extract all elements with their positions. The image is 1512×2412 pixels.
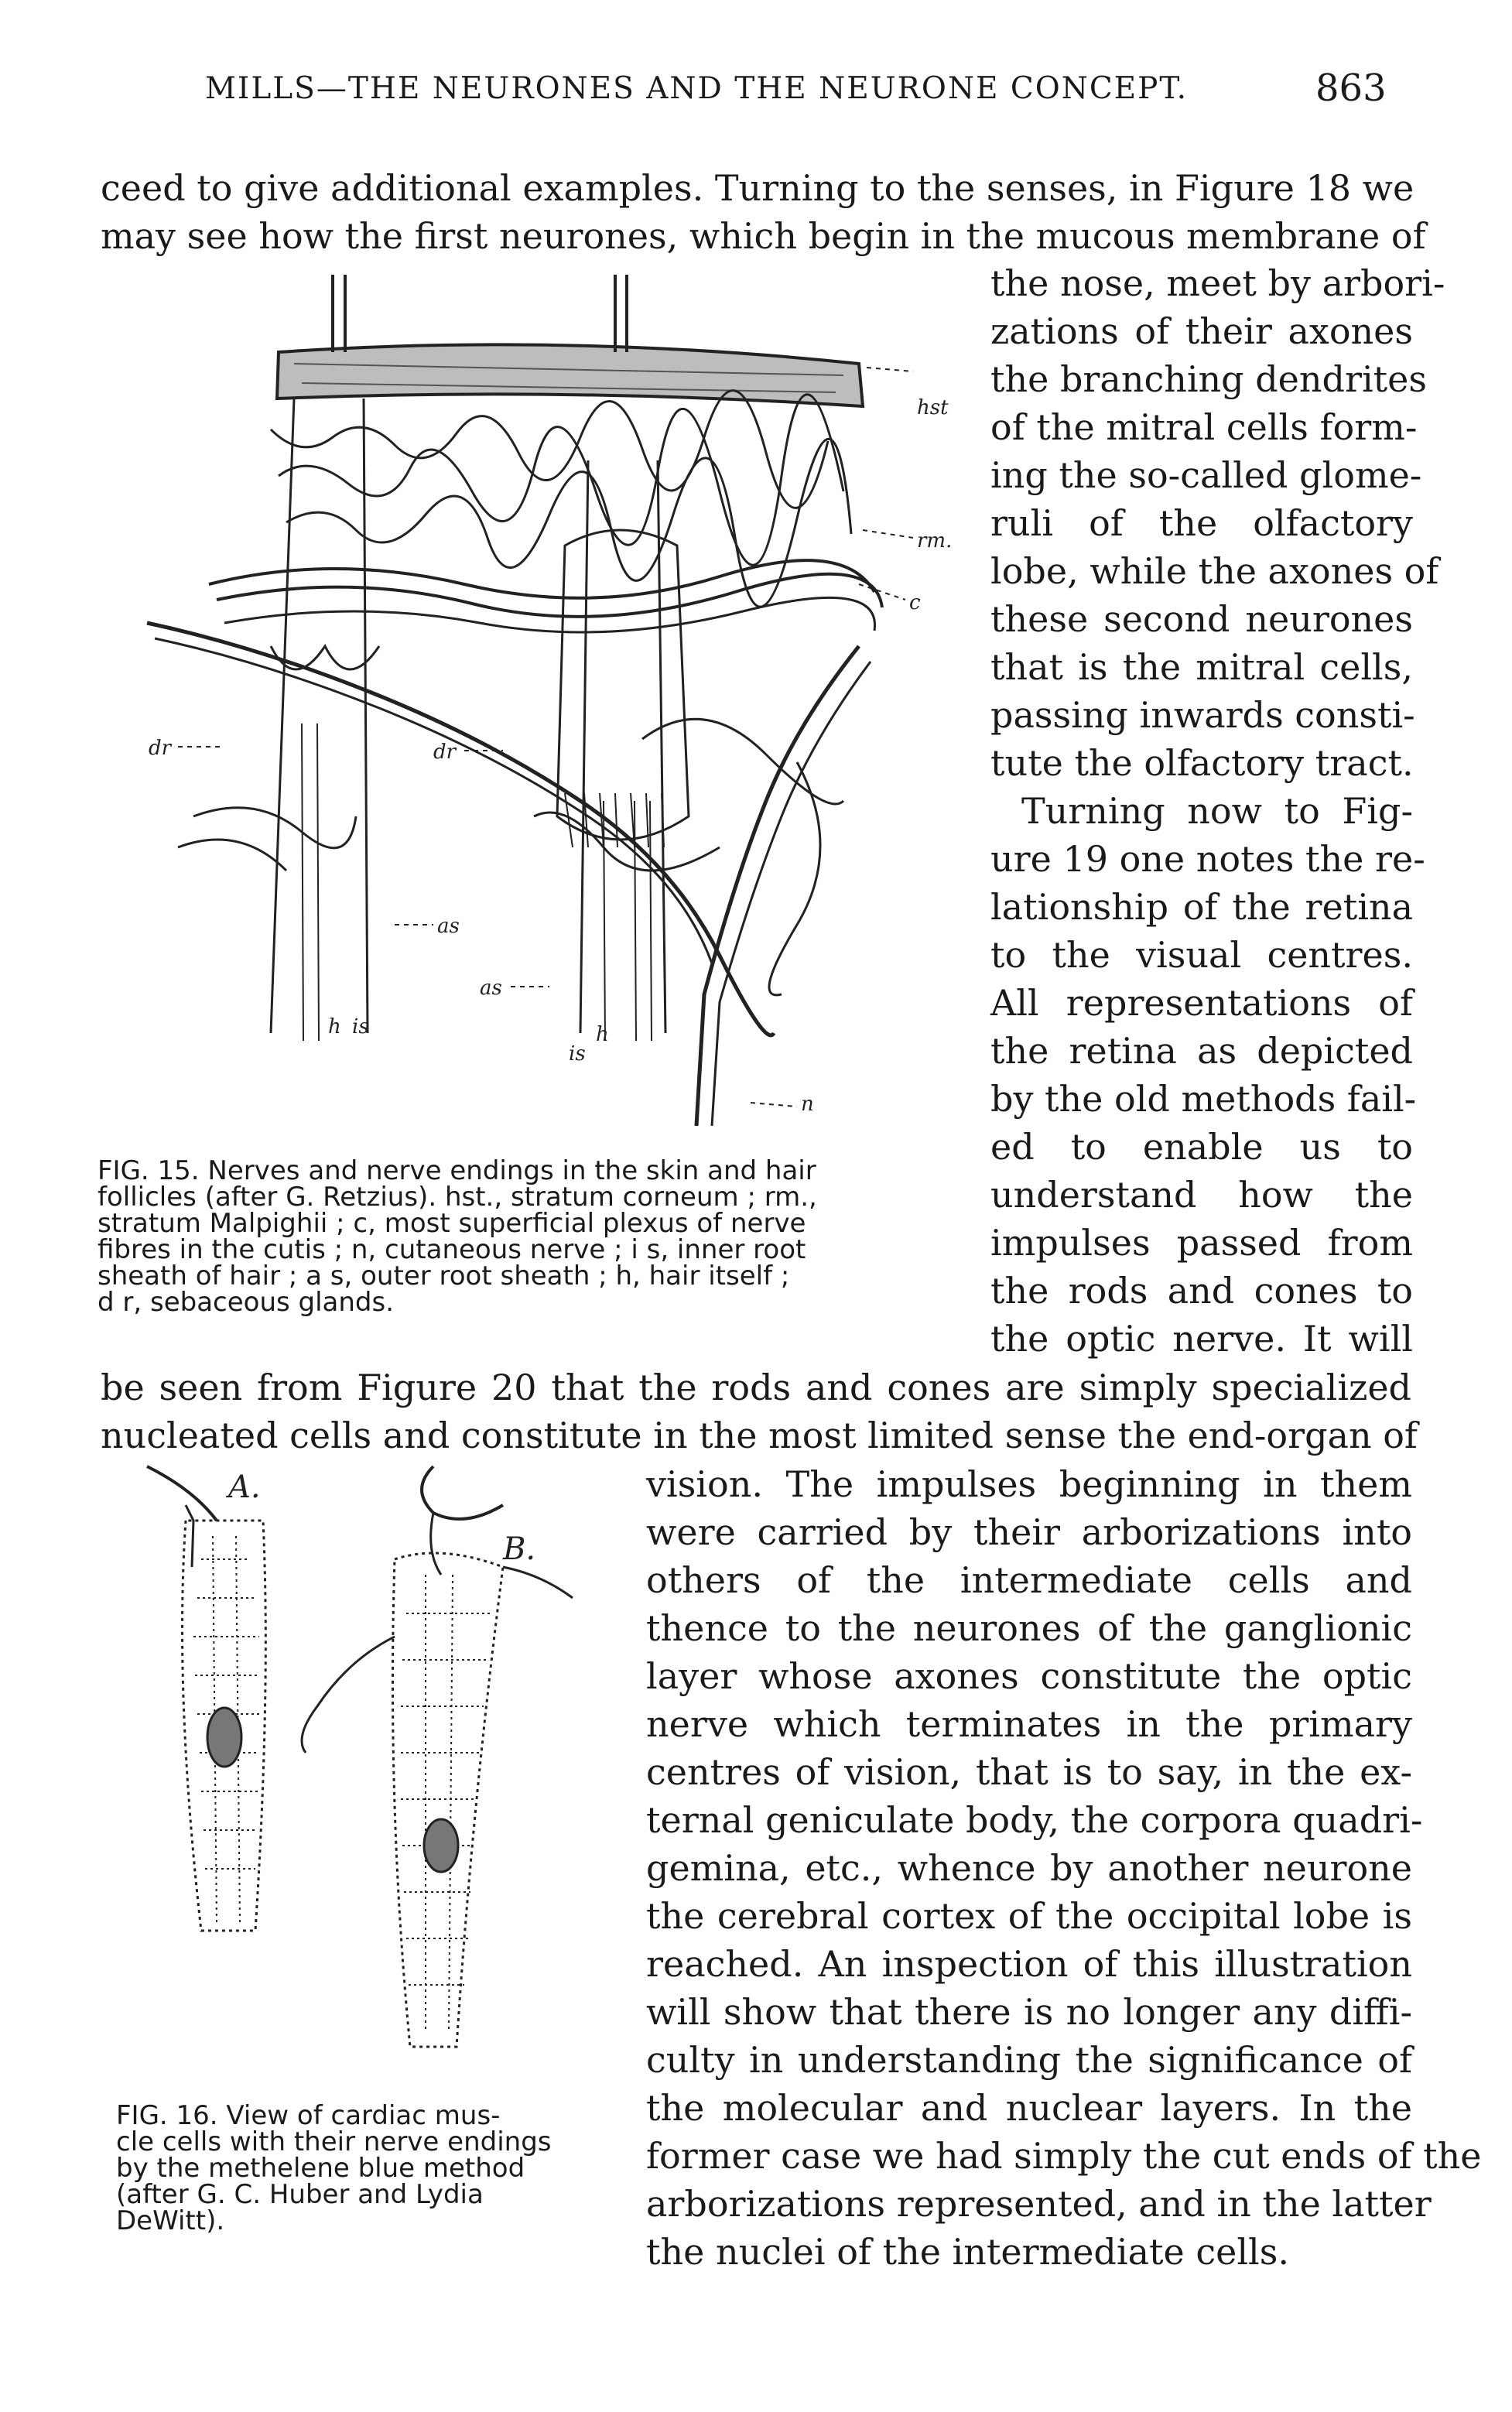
running-title: MILLS—THE NEURONES AND THE NEURONE CONCEPT. [205, 71, 1189, 106]
body-line: understand how the [990, 1174, 1413, 1216]
body-line: the nose, meet by arbori- [990, 262, 1445, 304]
label-as-left: as [437, 915, 460, 938]
caption-line: FIG. 15. Nerves and nerve endings in the skin and hair [97, 1155, 816, 1186]
body-line: passing inwards consti- [990, 694, 1415, 736]
body-line: tute the olfactory tract. [990, 742, 1414, 784]
body-line: others of the intermediate cells and [646, 1559, 1412, 1601]
label-hst: hst [917, 396, 949, 419]
body-line: be seen from Figure 20 that the rods and cones are simply specialized [101, 1367, 1411, 1408]
caption-line: (after G. C. Huber and Lydia [116, 2179, 484, 2210]
body-line: reached. An inspection of this illustration [646, 1943, 1412, 1985]
caption-line: by the methelene blue method [116, 2153, 525, 2184]
body-line: that is the mitral cells, [990, 646, 1413, 688]
body-line: nerve which terminates in the primary [646, 1703, 1412, 1745]
label-h-mid: h [596, 1023, 609, 1046]
page-number: 863 [1315, 67, 1387, 110]
label-is-left: is [352, 1015, 369, 1038]
label-c: c [909, 591, 921, 614]
body-line: these second neurones [990, 598, 1413, 640]
body-line: the rods and cones to [990, 1270, 1413, 1312]
body-line: centres of vision, that is to say, in the ex- [646, 1751, 1412, 1793]
label-n: n [801, 1093, 814, 1116]
body-line: vision. The impulses beginning in them [646, 1463, 1412, 1505]
body-line: thence to the neurones of the ganglionic [646, 1607, 1412, 1649]
body-line: Turning now to Fig- [1021, 790, 1413, 832]
body-line: impulses passed from [990, 1222, 1413, 1264]
running-header [0, 67, 1512, 118]
body-line: the retina as depicted [990, 1030, 1413, 1072]
body-line: arborizations represented, and in the latter [646, 2183, 1432, 2225]
label-rm: rm. [917, 529, 953, 553]
caption-line: FIG. 16. View of cardiac mus- [116, 2100, 501, 2131]
label-is-mid: is [569, 1042, 586, 1066]
body-line: the nuclei of the intermediate cells. [646, 2231, 1289, 2273]
body-line: lationship of the retina [990, 886, 1413, 928]
caption-line: DeWitt). [116, 2205, 225, 2236]
body-line: by the old methods fail- [990, 1078, 1417, 1120]
caption-line: follicles (after G. Retzius). hst., stratum corneum ; rm., [97, 1182, 817, 1213]
body-line: zations of their axones [990, 310, 1413, 352]
body-line: will show that there is no longer any diffi- [646, 1991, 1412, 2033]
label-dr-left: dr [149, 737, 172, 760]
body-line: ceed to give additional examples. Turning to the senses, in Figure 18 we [101, 167, 1415, 209]
body-line: the molecular and nuclear layers. In the [646, 2087, 1412, 2129]
body-line: All representations of [990, 982, 1413, 1024]
body-line: lobe, while the axones of [990, 550, 1439, 592]
caption-line: cle cells with their nerve endings [116, 2126, 552, 2157]
body-line: of the mitral cells form- [990, 406, 1418, 448]
figure-15-nerve-endings-illustration [101, 259, 967, 1149]
body-line: ruli of the olfactory [990, 502, 1413, 544]
body-line: former case we had simply the cut ends of the [646, 2135, 1482, 2177]
caption-line: fibres in the cutis ; n, cutaneous nerve ; i s, inner root [97, 1234, 806, 1265]
figure-16-cardiac-muscle-illustration [101, 1459, 627, 2101]
body-line: the optic nerve. It will [990, 1318, 1413, 1360]
label-h-left: h [328, 1015, 341, 1038]
body-line: the branching dendrites [990, 358, 1427, 400]
label-b: B. [503, 1531, 536, 1567]
caption-line: stratum Malpighii ; c, most superficial plexus of nerve [97, 1208, 806, 1239]
body-line: gemina, etc., whence by another neurone [646, 1847, 1412, 1889]
body-line: the cerebral cortex of the occipital lobe is [646, 1895, 1412, 1937]
body-line: may see how the first neurones, which begin in the mucous membrane of [101, 215, 1426, 257]
body-line: ed to enable us to [990, 1126, 1413, 1168]
body-line: ure 19 one notes the re- [990, 838, 1425, 880]
label-as-mid: as [480, 977, 502, 1000]
body-line: to the visual centres. [990, 934, 1413, 976]
body-line: were carried by their arborizations into [646, 1511, 1412, 1553]
body-line: ing the so-called glome- [990, 454, 1422, 496]
body-line: culty in understanding the significance of [646, 2039, 1412, 2081]
body-line: layer whose axones constitute the optic [646, 1655, 1412, 1697]
caption-line: d r, sebaceous glands. [97, 1287, 395, 1318]
body-line: ternal geniculate body, the corpora quadri- [646, 1799, 1423, 1841]
label-a: A. [228, 1469, 261, 1505]
label-dr-mid: dr [433, 741, 457, 764]
caption-line: sheath of hair ; a s, outer root sheath ; h, hair itself ; [97, 1261, 790, 1292]
figure-16-caption [116, 2102, 642, 2234]
body-line: nucleated cells and constitute in the most limited sense the end-organ of [101, 1415, 1418, 1456]
figure-15-caption [97, 1155, 972, 1318]
